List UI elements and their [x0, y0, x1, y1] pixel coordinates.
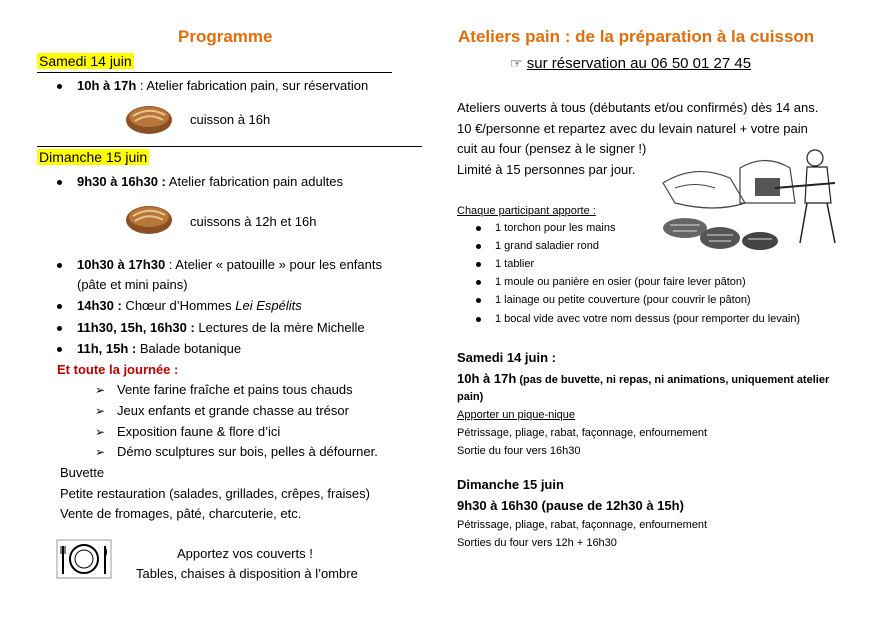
list-item — [476, 294, 751, 306]
list-item — [476, 313, 800, 325]
sun-time: 9h30 à 16h30 (pause de 12h30 à 15h) — [457, 498, 684, 513]
list-item — [476, 240, 599, 252]
sat-steps: Pétrissage, pliage, rabat, façonnage, enfournement — [457, 427, 708, 439]
item-time: 11h, 15h : — [77, 341, 137, 356]
list-item — [95, 403, 349, 418]
item-text: 1 tablier — [495, 258, 535, 270]
bread-icon — [125, 202, 173, 236]
item-text: Lectures de la mère Michelle — [194, 320, 365, 335]
sat-note: (pas de buvette, ni repas, ni animations, uniquement atelier — [516, 374, 830, 386]
bullet-icon — [476, 244, 481, 249]
item-text: Atelier fabrication pain adultes — [165, 174, 343, 189]
item-text: : Atelier fabrication pain, sur réservation — [136, 78, 369, 93]
item-text: Démo sculptures sur bois, pelles à défourner. — [117, 444, 378, 459]
sunday-label: Dimanche 15 juin — [39, 149, 148, 165]
sat-time-line — [457, 371, 829, 386]
bullet-icon — [57, 304, 62, 309]
baker-illustration — [655, 143, 860, 263]
arrow-icon: ➢ — [95, 383, 106, 397]
list-item — [57, 298, 302, 313]
sun-title: Dimanche 15 juin — [457, 477, 564, 492]
reservation-text: sur réservation au 06 50 01 27 45 — [526, 55, 752, 72]
sat-time: 10h à 17h — [457, 371, 517, 386]
item-text: Balade botanique — [136, 341, 242, 356]
item-text: Vente farine fraîche et pains tous chauds — [117, 382, 353, 397]
list-item — [57, 174, 343, 189]
picnic-note: Apporter un pique-nique — [457, 409, 576, 421]
item-time: 11h30, 15h, 16h30 : — [77, 320, 195, 335]
list-item — [57, 78, 368, 93]
bullet-icon — [57, 347, 62, 352]
list-item — [476, 222, 615, 234]
list-item — [57, 257, 382, 272]
intro-line: Limité à 15 personnes par jour. — [457, 162, 636, 177]
item-text: Jeux enfants et grande chasse au trésor — [117, 403, 349, 418]
arrow-icon: ➢ — [95, 404, 106, 418]
item-italic: Lei Espélits — [235, 298, 302, 313]
item-text: 1 bocal vide avec votre nom dessus (pour remporter du levain) — [495, 313, 801, 325]
other-item: Vente de fromages, pâté, charcuterie, etc. — [60, 506, 302, 521]
list-item — [57, 341, 241, 356]
programme-title: Programme — [178, 27, 273, 46]
bullet-icon — [57, 326, 62, 331]
bread-icon — [125, 102, 173, 136]
plate-cutlery-icon — [55, 538, 113, 580]
item-text: : Atelier « patouille » pour les enfants — [165, 257, 382, 272]
other-item: Petite restauration (salades, grillades, crêpes, fraises) — [60, 486, 370, 501]
bake-time: cuissons à 12h et 16h — [190, 214, 317, 229]
bring-title: Chaque participant apporte : — [457, 205, 596, 217]
list-item — [95, 424, 280, 439]
sat-note-cont: pain) — [457, 391, 484, 403]
intro-line: 10 €/personne et repartez avec du levain naturel + votre pain — [457, 121, 808, 136]
footer-line: Apportez vos couverts ! — [177, 546, 313, 561]
item-text: 1 grand saladier rond — [495, 240, 599, 252]
item-text: 1 lainage ou petite couverture (pour couvrir le pâton) — [495, 294, 751, 306]
list-item — [95, 444, 378, 459]
list-item — [476, 276, 746, 288]
bullet-icon — [476, 226, 481, 231]
bullet-icon — [57, 263, 62, 268]
intro-line: Ateliers ouverts à tous (débutants et/ou confirmés) dès 14 ans. — [457, 100, 819, 115]
list-item — [476, 258, 534, 270]
sun-steps: Pétrissage, pliage, rabat, façonnage, enfournement — [457, 519, 708, 531]
footer-line: Tables, chaises à disposition à l’ombre — [136, 566, 358, 581]
other-item: Buvette — [60, 465, 105, 480]
item-text: 1 moule ou panière en osier (pour faire lever pâton) — [495, 276, 746, 288]
bullet-icon — [476, 280, 481, 285]
bake-time: cuisson à 16h — [190, 112, 271, 127]
bullet-icon — [57, 180, 62, 185]
item-time: 10h à 17h — [77, 78, 137, 93]
list-item — [57, 320, 365, 335]
bullet-icon — [476, 317, 481, 322]
item-text-cont: (pâte et mini pains) — [77, 277, 188, 292]
item-text: Exposition faune & flore d’ici — [117, 424, 281, 439]
bullet-icon — [476, 298, 481, 303]
item-text: Chœur d’Hommes — [121, 298, 236, 313]
item-time: 14h30 : — [77, 298, 122, 313]
sunday-divider — [37, 146, 422, 147]
intro-line: cuit au four (pensez à le signer !) — [457, 141, 647, 156]
arrow-icon: ➢ — [95, 425, 106, 439]
saturday-divider — [37, 72, 392, 73]
saturday-label: Samedi 14 juin — [39, 53, 132, 69]
sun-out: Sorties du four vers 12h + 16h30 — [457, 537, 617, 549]
workshop-title: Ateliers pain : de la préparation à la cuisson — [458, 27, 815, 46]
bullet-icon — [476, 262, 481, 267]
item-time: 9h30 à 16h30 : — [77, 174, 166, 189]
bullet-icon — [57, 84, 62, 89]
sat-out: Sortie du four vers 16h30 — [457, 445, 581, 457]
arrow-icon: ➢ — [95, 445, 106, 459]
all-day-title: Et toute la journée : — [57, 362, 179, 377]
reservation-line — [510, 55, 751, 72]
item-time: 10h30 à 17h30 — [77, 257, 166, 272]
list-item — [95, 382, 353, 397]
sat-title: Samedi 14 juin : — [457, 350, 556, 365]
hand-pointer-icon: ☞ — [510, 55, 523, 71]
item-text: 1 torchon pour les mains — [495, 222, 616, 234]
